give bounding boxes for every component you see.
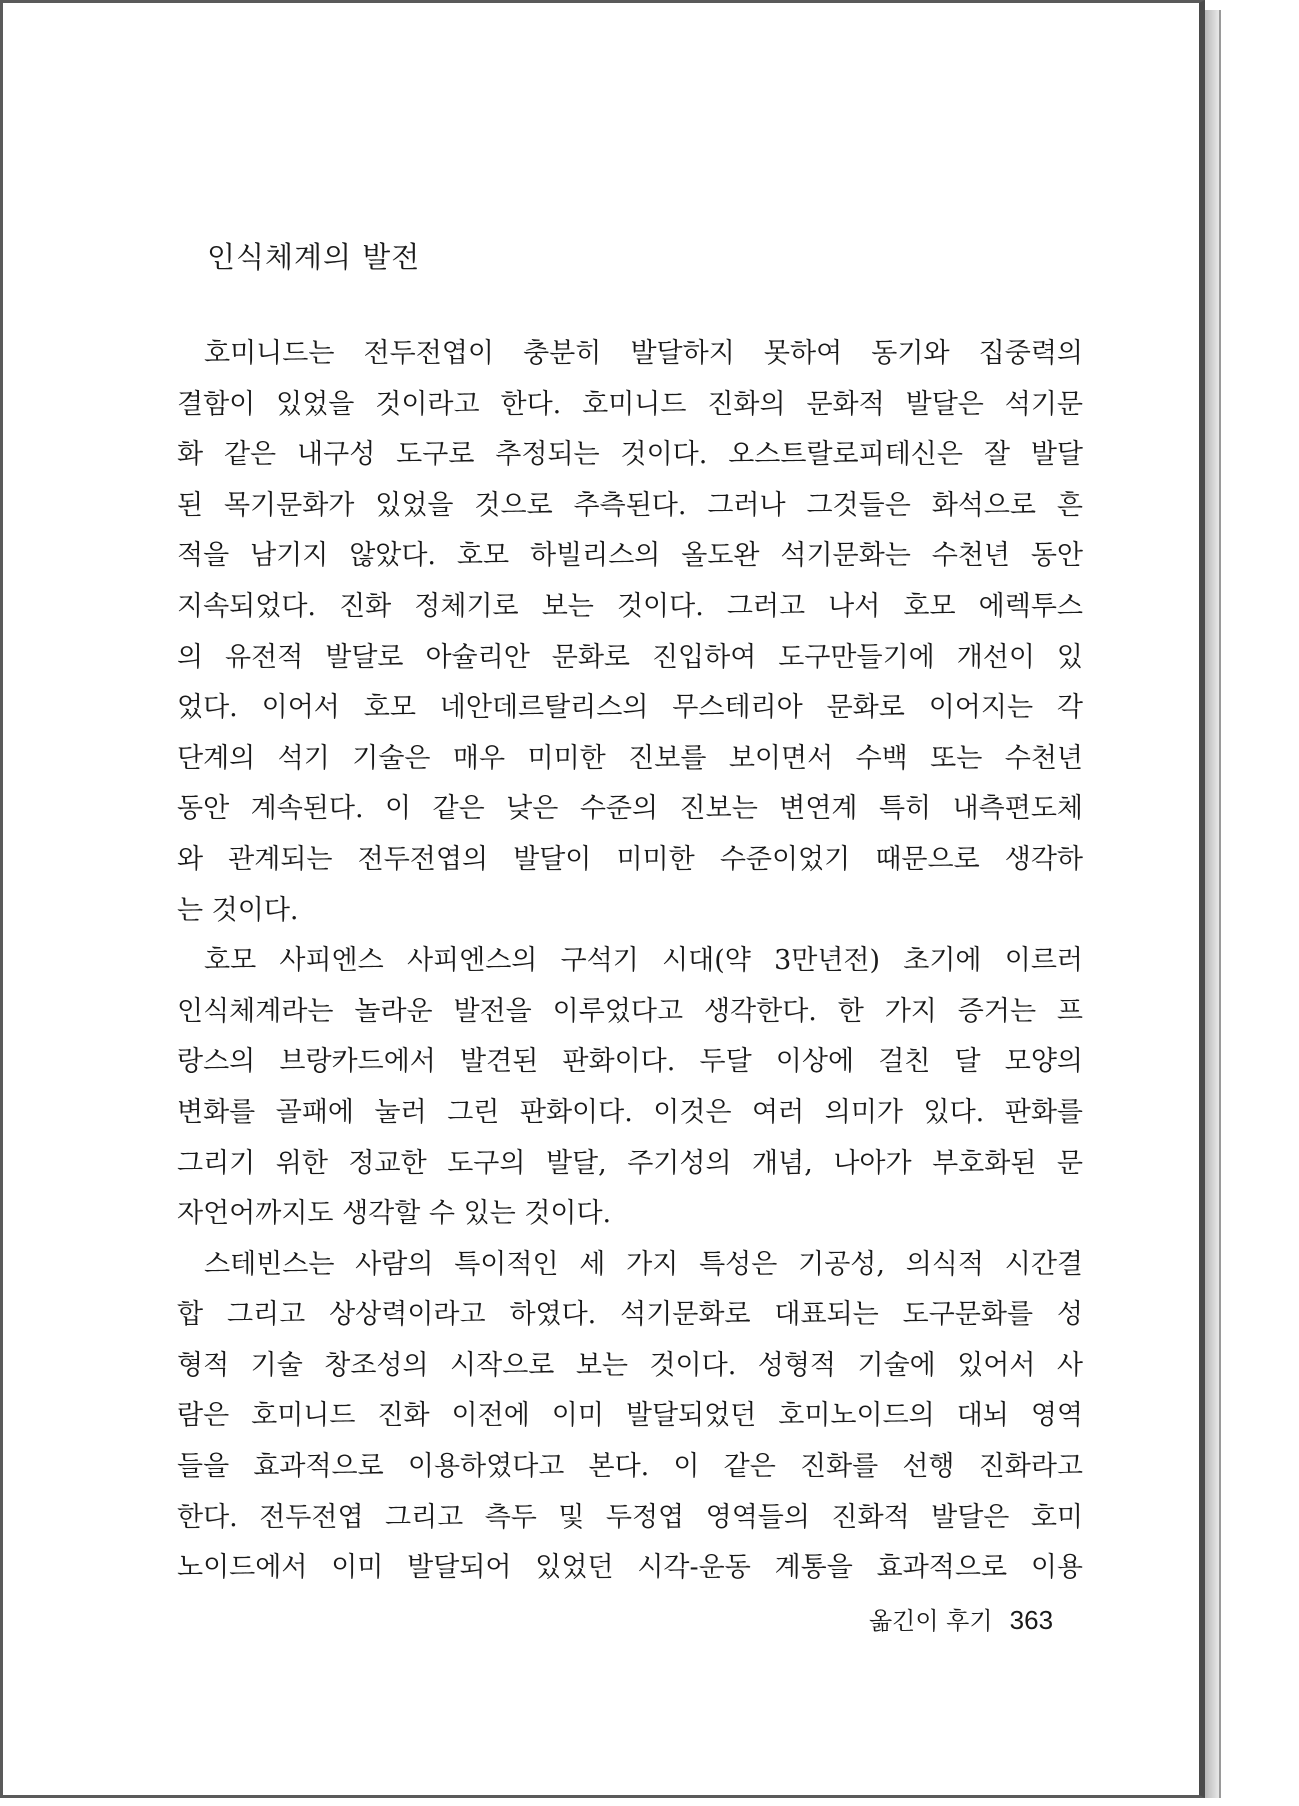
text-line: 적을 남기지 않았다. 호모 하빌리스의 올도완 석기문화는 수천년 동안 [177,540,1083,572]
text-line: 호미니드는 전두전엽이 충분히 발달하지 못하여 동기와 집중력의 [177,338,1083,369]
page-footer [869,1601,1053,1636]
text-line: 와 관계되는 전두전엽의 발달이 미미한 수준이었기 때문으로 생각하 [177,843,1083,875]
text-line: 동안 계속된다. 이 같은 낮은 수준의 진보는 변연계 특히 내측편도체 [177,793,1083,825]
text-line: 형적 기술 창조성의 시작으로 보는 것이다. 성형적 기술에 있어서 사 [177,1349,1083,1381]
page-number: 363 [1009,1605,1054,1635]
text-line: 한다. 전두전엽 그리고 측두 및 두정엽 영역들의 진화적 발달은 호미 [177,1501,1083,1533]
page-edge [1205,10,1221,1798]
text-line: 람은 호미니드 진화 이전에 이미 발달되었던 호미노이드의 대뇌 영역 [177,1400,1083,1432]
text-line: 었다. 이어서 호모 네안데르탈리스의 무스테리아 문화로 이어지는 각 [177,692,1083,724]
text-line: 합 그리고 상상력이라고 하였다. 석기문화로 대표되는 도구문화를 성 [177,1299,1083,1331]
text-line: 그리기 위한 정교한 도구의 발달, 주기성의 개념, 나아가 부호화된 문 [177,1147,1083,1179]
text-line: 랑스의 브랑카드에서 발견된 판화이다. 두달 이상에 걸친 달 모양의 [177,1046,1083,1078]
section-title: 인식체계의 발전 [207,240,421,274]
text-line: 들을 효과적으로 이용하였다고 본다. 이 같은 진화를 선행 진화라고 [177,1451,1083,1483]
text-line: 단계의 석기 기술은 매우 미미한 진보를 보이면서 수백 또는 수천년 [177,742,1083,774]
text-line: 화 같은 내구성 도구로 추정되는 것이다. 오스트랄로피테신은 잘 발달 [177,439,1083,471]
text-line: 호모 사피엔스 사피엔스의 구석기 시대(약 3만년전) 초기에 이르러 [177,945,1083,977]
text-line: 인식체계라는 놀라운 발전을 이루었다고 생각한다. 한 가지 증거는 프 [177,995,1083,1027]
text-line: 지속되었다. 진화 정체기로 보는 것이다. 그러고 나서 호모 에렉투스 [177,590,1083,622]
running-footer-label: 옮긴이 후기 [869,1607,993,1635]
text-line: 는 것이다. [177,894,299,926]
text-line: 결함이 있었을 것이라고 한다. 호미니드 진화의 문화적 발달은 석기문 [177,388,1083,420]
body-text [177,329,1083,1594]
text-line: 스테빈스는 사람의 특이적인 세 가지 특성은 기공성, 의식적 시간결 [177,1248,1083,1280]
text-line: 된 목기문화가 있었을 것으로 추측된다. 그러나 그것들은 화석으로 흔 [177,489,1083,521]
text-line: 자언어까지도 생각할 수 있는 것이다. [177,1198,612,1230]
text-line: 변화를 골패에 눌러 그린 판화이다. 이것은 여러 의미가 있다. 판화를 [177,1096,1083,1128]
text-line: 의 유전적 발달로 아슐리안 문화로 진입하여 도구만들기에 개선이 있 [177,641,1083,673]
text-line: 노이드에서 이미 발달되어 있었던 시각-운동 계통을 효과적으로 이용 [177,1552,1083,1584]
